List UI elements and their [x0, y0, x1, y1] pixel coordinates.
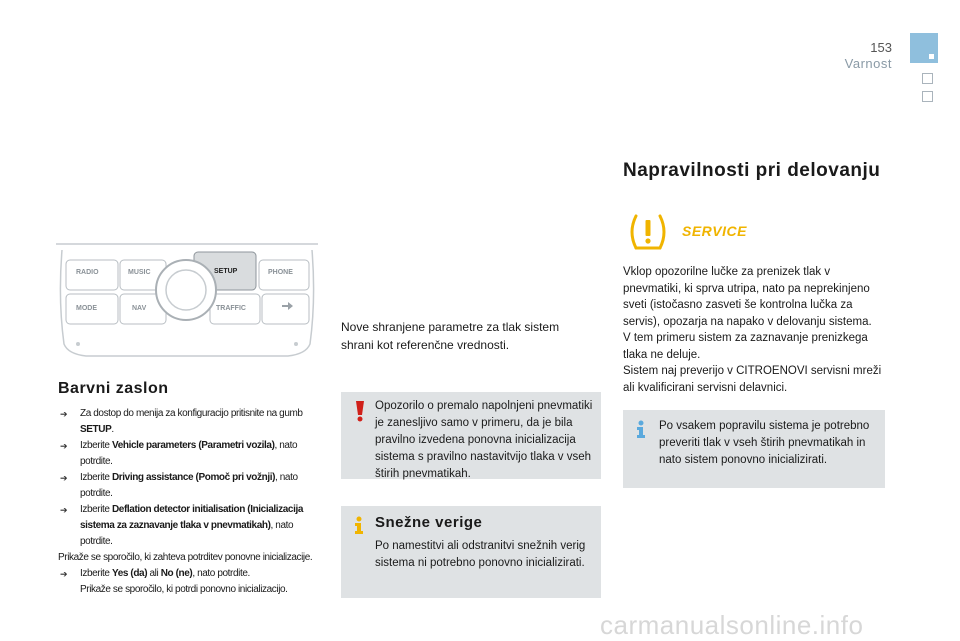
- section-tab: [922, 73, 933, 84]
- list-item-text: , nato potrdite.: [80, 472, 298, 499]
- right-section-title: Napravilnosti pri delovanju: [623, 160, 881, 181]
- console-illustration: [56, 240, 318, 362]
- malfunction-text: Vklop opozorilne lučke za prenizek tlak v pnevmatiki, ki sprva utripa, nato pa neprekinjeno sveti (istočasno zasveti še kontrolna lučka za servis), opozarja na napako v delovanju sistema. V tem primeru sistem za zaznavanje prenizkega tlaka ne deluje. Sistem naj preverijo v CITROENOVI servisni mreži ali kvalificirani servisni delavnici.: [623, 266, 882, 394]
- console-button-traffic: TRAFFIC: [216, 305, 246, 312]
- list-item: [58, 438, 320, 470]
- list-item-text: , nato potrdite.: [80, 440, 298, 467]
- list-item-bold: No (ne): [160, 568, 193, 579]
- left-instructions: [58, 406, 320, 598]
- section-tab-active: [910, 33, 938, 63]
- console-button-setup: SETUP: [214, 268, 238, 275]
- intro-paragraph: Nove shranjene parametre za tlak sistem shrani kot referenčne vrednosti.: [341, 320, 560, 352]
- console-button-music: MUSIC: [128, 269, 151, 276]
- console-button-mode: MODE: [76, 305, 97, 312]
- info-box: [623, 410, 885, 488]
- list-item-text: .: [111, 424, 114, 435]
- console-button-radio: RADIO: [76, 269, 99, 276]
- list-item-bold: Deflation detector initialisation (Inicializacija sistema za zaznavanje tlaka v pnevmatikah): [80, 504, 303, 531]
- list-item-bold: Yes (da): [111, 568, 148, 579]
- info-icon: [351, 516, 367, 534]
- page-number: 153: [870, 40, 892, 55]
- section-tab: [922, 91, 933, 102]
- snow-chains-text: Po namestitvi ali odstranitvi snežnih verig sistema ni potrebno ponovno inicializirati.: [375, 540, 586, 569]
- list-item-bold: Vehicle parameters (Parametri vozila): [111, 440, 275, 451]
- console-button-nav: NAV: [132, 305, 147, 312]
- list-item: [58, 470, 320, 502]
- left-section-title: Barvni zaslon: [58, 380, 169, 397]
- info-icon: [633, 420, 649, 438]
- list-item-bold: Driving assistance (Pomoč pri vožnji): [111, 472, 276, 483]
- list-item-bold: SETUP: [80, 424, 112, 435]
- list-item-text: , nato potrdite.: [192, 568, 250, 579]
- list-item: [58, 566, 320, 582]
- list-item: [58, 406, 320, 438]
- list-item-text: Za dostop do menija za konfiguracijo pritisnite na gumb: [80, 408, 303, 419]
- list-item-text: Izberite: [80, 440, 112, 451]
- warning-box: [341, 392, 601, 479]
- snow-chains-box: [341, 506, 601, 598]
- list-item-text: , nato potrdite.: [80, 520, 294, 547]
- tire-pressure-warning-icon: [626, 210, 670, 254]
- list-item-text: Izberite: [80, 568, 112, 579]
- snow-chains-title: Snežne verige: [375, 514, 483, 531]
- message-text: Prikaže se sporočilo, ki potrdi ponovno inicializacijo.: [80, 584, 288, 595]
- watermark: carmanualsonline.info: [600, 610, 864, 640]
- list-item-text: Izberite: [80, 504, 112, 515]
- section-name: Varnost: [844, 56, 892, 71]
- warning-text: Opozorilo o premalo napolnjeni pnevmatiki je zanesljivo samo v primeru, da je bila pravilno izvedena ponovna inicializacija sistema s pravilno nastavitvijo tlaka v vseh štirih pnevmatikah.: [375, 400, 593, 480]
- service-warning-label: SERVICE: [682, 223, 747, 239]
- console-button-phone: PHONE: [268, 269, 293, 276]
- list-item: [58, 502, 320, 550]
- list-item-text: ali: [147, 568, 161, 579]
- info-text: Po vsakem popravilu sistema je potrebno preveriti tlak v vseh štirih pnevmatikah in nato sistem ponovno inicializirati.: [659, 420, 870, 466]
- exclamation-icon: [351, 400, 369, 422]
- list-item-text: Izberite: [80, 472, 112, 483]
- message-text: Prikaže se sporočilo, ki zahteva potrditev ponovne inicializacije.: [58, 552, 313, 563]
